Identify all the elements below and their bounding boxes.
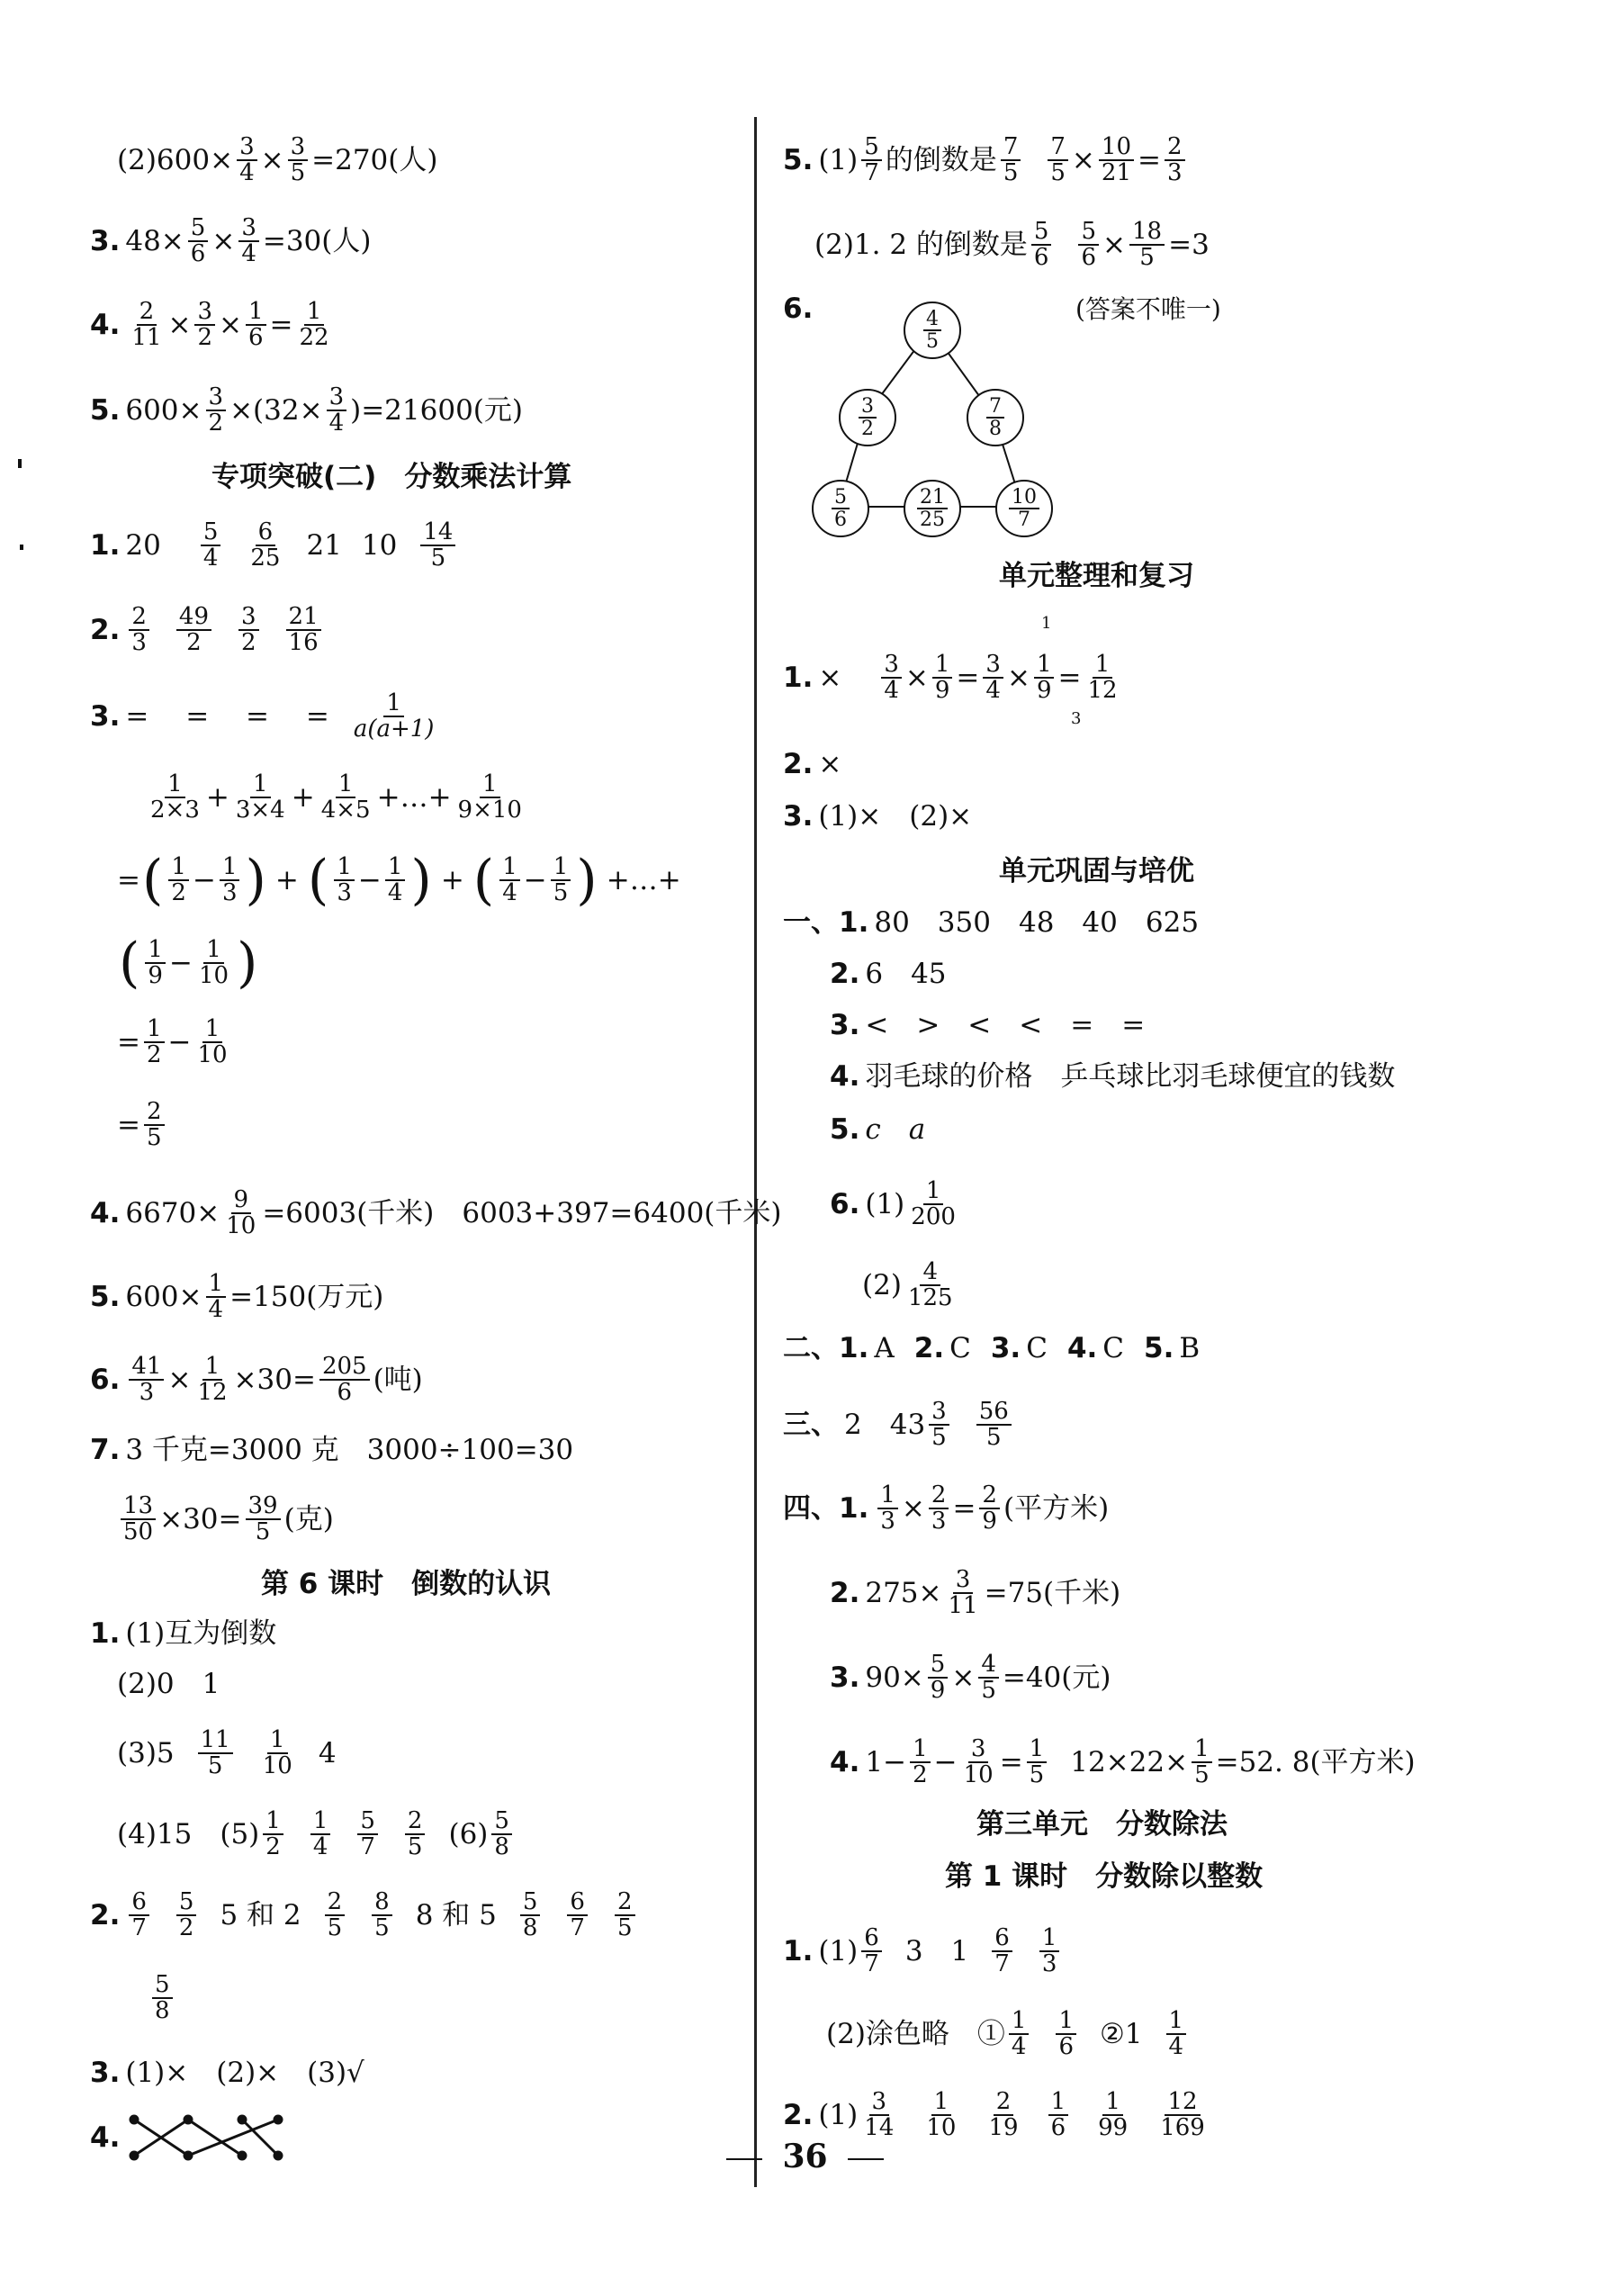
fraction: $\frac{1}{2}$ <box>144 1017 165 1068</box>
answer-line: 1. × $\frac{3}{4}$ × $\frac{1}{9}$ = $\frac{3}{4}$ × $\frac{1}{9}$ = $\frac{1}{12}$ <box>783 653 1124 704</box>
fraction: $\frac{1}{6}$ <box>1056 2009 1076 2060</box>
answer-line: (2)600× $\frac{3}{4}$ × $\frac{3}{5}$ =270(人) <box>117 133 438 187</box>
answer-line <box>783 1400 1015 1451</box>
text: 10 <box>361 528 398 562</box>
text: 20 <box>125 528 161 562</box>
fraction: $\frac{14}{5}$ <box>420 520 455 572</box>
text: (吨) <box>373 1363 423 1396</box>
answer-line <box>90 1436 573 1464</box>
question-number: 4. <box>830 1745 860 1778</box>
triangle-node-bottom-left: $\frac{5}{6}$ <box>812 480 869 537</box>
question-number: 4. <box>1066 1332 1098 1364</box>
fraction: $\frac{49}{2}$ <box>176 605 211 656</box>
text: 600× <box>125 393 202 427</box>
text: 3 千克=3000 克 3000÷100=30 <box>125 1434 574 1466</box>
question-number: 2. <box>90 1898 121 1931</box>
fraction: $\frac{8}{5}$ <box>372 1890 392 1941</box>
page-number-footer <box>0 2138 1610 2175</box>
text: 48× <box>125 224 184 257</box>
question-number: 2. <box>90 613 121 646</box>
fraction: $\frac{1}{99}$ <box>1098 2088 1129 2142</box>
fraction: $\frac{3}{4}$ <box>983 653 1003 704</box>
text: =40(元) <box>1002 1661 1111 1694</box>
question-number: 4. <box>830 1060 860 1093</box>
answer-line: = $\frac{1}{2}$ − $\frac{1}{10}$ <box>117 1017 234 1068</box>
fraction: $\frac{41}{3}$ <box>129 1355 164 1406</box>
text: (克) <box>283 1502 334 1535</box>
fraction: $\frac{1}{12}$ <box>197 1353 228 1407</box>
answer-line <box>830 1060 1396 1093</box>
triangle-node-mid-right: $\frac{7}{8}$ <box>967 389 1024 446</box>
answer-line <box>90 385 523 437</box>
text: =52. 8(平方米) <box>1215 1745 1416 1778</box>
fraction: $\frac{5}{6}$ <box>188 216 209 267</box>
small-note: 1 <box>1041 614 1052 633</box>
text: ×30= <box>159 1502 242 1535</box>
fraction: $\frac{2}{5}$ <box>615 1890 635 1941</box>
text: 4 <box>318 1736 337 1769</box>
text: (1)× (2)× <box>818 800 973 833</box>
fraction: $\frac{3}{10}$ <box>963 1735 994 1789</box>
answer-line <box>117 1809 516 1860</box>
text: B <box>1179 1332 1201 1364</box>
fraction: $\frac{9}{10}$ <box>226 1186 256 1240</box>
fraction: $\frac{56}{5}$ <box>976 1400 1012 1451</box>
answer-line: ( $\frac{1}{9}$ − $\frac{1}{10}$ ) <box>119 932 258 995</box>
fraction: $\frac{1}{10}$ <box>197 1015 228 1069</box>
text: C <box>1102 1332 1125 1364</box>
fraction: $\frac{3}{5}$ <box>288 135 309 186</box>
fraction: $\frac{5}{6}$ <box>1078 220 1099 271</box>
fraction: $\frac{1}{3}$ <box>1039 1926 1060 1977</box>
text: (1) <box>818 1934 859 1967</box>
question-number: 5. <box>90 1280 121 1313</box>
fraction: $\frac{5}{7}$ <box>861 135 882 186</box>
fraction: $\frac{1}{3}$ <box>220 855 240 906</box>
answer-line <box>783 2090 1211 2141</box>
text: (3)5 <box>117 1736 175 1769</box>
question-number: 1. <box>90 528 121 562</box>
fraction: $\frac{2}{3}$ <box>1165 135 1185 186</box>
question-number: 5. <box>783 143 814 176</box>
fraction: $\frac{5}{7}$ <box>357 1809 378 1860</box>
question-number: 3. <box>830 1009 860 1041</box>
fraction: $\frac{13}{50}$ <box>121 1494 156 1545</box>
fraction: $\frac{1}{2}$ <box>910 1737 931 1788</box>
fraction: $\frac{1}{4}$ <box>310 1809 331 1860</box>
text: 3 1 <box>904 1934 969 1967</box>
page-number: 36 <box>782 2138 828 2175</box>
triangle-node-mid-left: $\frac{3}{2}$ <box>839 389 896 446</box>
answer-line <box>90 1272 383 1323</box>
fraction: $\frac{3}{4}$ <box>327 385 347 437</box>
text: =270(人) <box>311 143 438 176</box>
fraction: $\frac{1}{22}$ <box>299 298 329 352</box>
fraction: $\frac{21}{16}$ <box>286 605 321 656</box>
answer-line: 4. $\frac{2}{11}$ × $\frac{3}{2}$ × $\frac{1}{6}$ = $\frac{1}{22}$ <box>90 300 336 351</box>
fraction: $\frac{3}{2}$ <box>194 300 215 351</box>
answer-line: $\frac{1}{2\times 3}$ + $\frac{1}{3\times 4}$ + $\frac{1}{4\times 5}$ +…+ $\frac{1}{9\times 10}$ <box>144 772 528 824</box>
text: C <box>949 1332 971 1364</box>
fraction: $\frac{1}{9\times 10}$ <box>457 770 522 824</box>
fraction: $\frac{3}{11}$ <box>948 1566 978 1620</box>
fraction: $\frac{1}{3}$ <box>334 855 355 906</box>
fraction: $\frac{7}{5}$ <box>1048 135 1068 186</box>
question-number: 3. <box>830 1661 860 1694</box>
answer-line <box>830 1568 1120 1619</box>
fraction: $\frac{1}{10}$ <box>926 2088 957 2142</box>
fraction: $\frac{3}{2}$ <box>238 605 259 656</box>
fraction: $\frac{2}{19}$ <box>988 2088 1019 2142</box>
text: =150(万元) <box>229 1280 384 1313</box>
answer-line <box>90 691 440 743</box>
fraction: $\frac{6}{7}$ <box>567 1890 588 1941</box>
margin-mark <box>18 459 22 468</box>
text: 8 和 5 <box>415 1898 497 1931</box>
fraction: $\frac{5}{4}$ <box>201 520 221 572</box>
section-title: 第 1 课时 分数除以整数 <box>945 1860 1264 1893</box>
text: (2)0 1 <box>117 1668 220 1700</box>
fraction: $\frac{4}{5}$ <box>978 1652 999 1704</box>
text: 的倒数是 <box>885 143 997 176</box>
question-number: 四、1. <box>783 1491 869 1525</box>
fraction: $\frac{5}{8}$ <box>491 1809 512 1860</box>
text: C <box>1026 1332 1048 1364</box>
answer-line <box>783 1926 1063 1977</box>
fraction: $\frac{1}{4\times 5}$ <box>320 770 371 824</box>
text: (1) <box>818 143 859 176</box>
answer-line <box>783 800 973 833</box>
fraction: $\frac{11}{5}$ <box>198 1728 233 1779</box>
question-number: 3. <box>783 800 814 833</box>
text: )=21600(元) <box>350 393 523 427</box>
text: (6) <box>448 1817 489 1850</box>
fraction: $\frac{2}{5}$ <box>144 1100 165 1151</box>
question-number: 2. <box>830 958 860 990</box>
question-number: 4. <box>90 2120 121 2154</box>
answer-line <box>783 1332 1201 1364</box>
text: 80 350 48 40 625 <box>874 906 1200 939</box>
answer-line <box>117 1728 337 1779</box>
text: =6003(千米) 6003+397=6400(千米) <box>262 1196 782 1229</box>
fraction: $\frac{2}{5}$ <box>405 1809 426 1860</box>
fraction: $\frac{2}{9}$ <box>979 1483 1000 1535</box>
question-number: 3. <box>90 224 121 257</box>
question-number: 1. <box>783 661 814 694</box>
text: (2) <box>862 1268 902 1301</box>
section-title: 专项突破(二) 分数乘法计算 <box>211 461 572 493</box>
fraction: $\frac{3}{4}$ <box>238 216 259 267</box>
fraction: $\frac{1}{6}$ <box>246 300 266 351</box>
text: ×(32× <box>229 393 323 427</box>
answer-line <box>90 2059 364 2087</box>
question-number: 5. <box>830 1113 860 1146</box>
answer-line <box>830 960 947 988</box>
fraction: $\frac{6}{7}$ <box>861 1926 882 1977</box>
answer-line <box>90 1617 277 1650</box>
text: c a <box>865 1113 926 1146</box>
text: (1) <box>818 2098 859 2131</box>
text: A <box>874 1332 895 1364</box>
question-number: 2. <box>783 2098 814 2131</box>
fraction: $\frac{1}{9}$ <box>932 653 953 704</box>
fraction: $\frac{1}{4}$ <box>385 855 406 906</box>
question-number: 2. <box>783 748 814 780</box>
answer-line <box>783 295 818 323</box>
answer-line <box>90 1188 781 1239</box>
question-number: 6. <box>783 293 814 325</box>
text: 6670× <box>125 1196 220 1229</box>
answer-line: 四、1. $\frac{1}{3}$ × $\frac{2}{3}$ = $\frac{2}{9}$ (平方米) <box>783 1481 1110 1535</box>
answer-line <box>830 1009 1146 1041</box>
triangle-node-top: $\frac{4}{5}$ <box>904 302 961 359</box>
question-number: 1. <box>783 1934 814 1967</box>
question-number: 一、1. <box>783 906 869 939</box>
fraction: $\frac{1}{9}$ <box>1034 653 1055 704</box>
text: 1− <box>865 1745 907 1778</box>
question-number: 6. <box>90 1363 121 1396</box>
fraction: $\frac{3}{4}$ <box>881 653 902 704</box>
fraction: $\frac{7}{5}$ <box>1001 135 1021 186</box>
text: (1) <box>865 1187 905 1220</box>
fraction: $\frac{6}{7}$ <box>992 1926 1012 1977</box>
answer-line <box>826 2009 1190 2060</box>
text: < > < < = = <box>865 1009 1146 1041</box>
answer-line <box>90 520 459 572</box>
question-number: 4. <box>90 308 121 341</box>
fraction: $\frac{4}{125}$ <box>907 1258 953 1312</box>
fraction: $\frac{39}{5}$ <box>246 1494 281 1545</box>
fraction: $\frac{2}{5}$ <box>325 1890 346 1941</box>
question-number: 5. <box>90 393 121 427</box>
fraction: $\frac{1}{5}$ <box>1192 1737 1212 1788</box>
small-note: 3 <box>1071 709 1082 728</box>
answer-line <box>830 1113 926 1146</box>
fraction: $\frac{1}{3\times 4}$ <box>235 770 285 824</box>
answer-line: 3. 90× $\frac{5}{9}$ × $\frac{4}{5}$ =40(元) <box>830 1651 1111 1705</box>
question-number: 7. <box>90 1434 121 1466</box>
section-title: 单元整理和复习 <box>999 560 1194 592</box>
fraction: $\frac{1}{10}$ <box>262 1726 292 1780</box>
answer-line <box>117 1494 334 1545</box>
answer-line <box>783 748 842 780</box>
question-number: 4. <box>90 1196 121 1229</box>
text: 2 43 <box>844 1408 926 1441</box>
fraction: $\frac{5}{2}$ <box>176 1890 197 1941</box>
answer-line <box>783 906 1200 939</box>
question-number: 3. <box>90 2057 121 2089</box>
fraction: $\frac{5}{6}$ <box>1031 220 1052 271</box>
fraction: $\frac{1}{6}$ <box>1048 2090 1069 2141</box>
text: (1)× (2)× (3)√ <box>125 2057 364 2089</box>
text: (2)1. 2 的倒数是 <box>814 228 1028 261</box>
answer-line: 4. 1− $\frac{1}{2}$ − $\frac{3}{10}$ = $\frac{1}{5}$ 12×22× $\frac{1}{5}$ =52. 8(平方米) <box>830 1735 1416 1789</box>
answer-line: = $\frac{2}{5}$ <box>117 1100 168 1151</box>
text: 90× <box>865 1661 924 1694</box>
section-title: 第三单元 分数除法 <box>976 1808 1228 1841</box>
answer-line <box>90 605 325 656</box>
answer-line: 6. $\frac{41}{3}$ × $\frac{1}{12}$ ×30= $\frac{205}{6}$ (吨) <box>90 1353 423 1407</box>
text: (2)涂色略 ① <box>826 2017 1005 2050</box>
text: ②1 <box>1100 2017 1143 2050</box>
fraction: $\frac{5}{8}$ <box>520 1890 541 1941</box>
fraction: $\frac{2}{3}$ <box>929 1483 949 1535</box>
question-number: 三、 <box>783 1408 839 1441</box>
triangle-node-bottom-right: $\frac{10}{7}$ <box>995 480 1053 537</box>
question-number: 3. <box>90 699 121 733</box>
answer-line: = ( $\frac{1}{2}$ − $\frac{1}{3}$ ) + ( $\frac{1}{3}$ − $\frac{1}{4}$ ) + ( $\frac{1}{4}$ − $\frac{1}{5}$ ) +…+ <box>117 849 681 912</box>
text: (平方米) <box>1003 1491 1110 1525</box>
note: (答案不唯一) <box>1075 294 1221 324</box>
section-title: 单元巩固与培优 <box>999 855 1194 887</box>
fraction: $\frac{18}{5}$ <box>1129 220 1165 271</box>
question-number: 2. <box>913 1332 945 1364</box>
question-number: 3. <box>990 1332 1021 1364</box>
fraction: $\frac{5}{9}$ <box>928 1652 949 1704</box>
text: 600× <box>125 1280 202 1313</box>
fraction: $\frac{1}{4}$ <box>1009 2009 1030 2060</box>
fraction: $\frac{1}{5}$ <box>551 855 571 906</box>
answer-line <box>90 1890 639 1941</box>
text: 275× <box>865 1576 942 1609</box>
text: =30(人) <box>262 224 372 257</box>
question-number: 5. <box>1144 1332 1174 1364</box>
question-number: 1. <box>90 1617 121 1650</box>
text: =75(千米) <box>984 1576 1121 1609</box>
text: × <box>818 748 842 780</box>
fraction: $\frac{1}{a(a+1)}$ <box>353 689 435 743</box>
text: (2)600× <box>117 143 234 176</box>
triangle-node-bottom-middle: $\frac{21}{25}$ <box>904 480 961 537</box>
fraction: $\frac{1}{10}$ <box>198 935 229 989</box>
fraction: $\frac{3}{14}$ <box>864 2088 895 2142</box>
answer-line: 3. 48× $\frac{5}{6}$ × $\frac{3}{4}$ =30(人) <box>90 214 372 268</box>
fraction: $\frac{1}{2}$ <box>168 855 189 906</box>
fraction: $\frac{1}{3}$ <box>877 1483 898 1535</box>
fraction: $\frac{5}{8}$ <box>152 1973 173 2024</box>
text: 12×22× <box>1070 1745 1189 1778</box>
fraction: $\frac{2}{3}$ <box>129 605 149 656</box>
text: = = = = <box>125 699 329 733</box>
text: × <box>818 661 842 694</box>
question-number: 二、1. <box>783 1332 869 1364</box>
text: 21 <box>306 528 342 562</box>
section-title: 第 6 课时 倒数的认识 <box>261 1568 552 1600</box>
fraction: $\frac{205}{6}$ <box>319 1355 370 1406</box>
text: (1)互为倒数 <box>125 1617 277 1650</box>
answer-line <box>148 1973 176 2024</box>
text: 5 和 2 <box>220 1898 301 1931</box>
fraction: $\frac{6}{7}$ <box>129 1890 149 1941</box>
text: 羽毛球的价格 乒乓球比羽毛球便宜的钱数 <box>865 1060 1396 1093</box>
answer-line <box>862 1260 959 1311</box>
fraction: $\frac{1}{2\times 3}$ <box>150 770 200 824</box>
answer-line <box>830 1179 962 1230</box>
fraction: $\frac{12}{169}$ <box>1160 2088 1205 2142</box>
fraction: $\frac{2}{11}$ <box>131 298 162 352</box>
fraction: $\frac{3}{4}$ <box>237 135 257 186</box>
answer-line: (2)1. 2 的倒数是 $\frac{5}{6}$ $\frac{5}{6}$ × $\frac{18}{5}$ =3 <box>814 218 1210 272</box>
fraction: $\frac{10}{21}$ <box>1099 135 1134 186</box>
fraction: $\frac{1}{5}$ <box>1027 1737 1048 1788</box>
fraction: $\frac{3}{5}$ <box>929 1400 949 1451</box>
text: 6 45 <box>865 958 947 990</box>
fraction: $\frac{1}{4}$ <box>206 1272 227 1323</box>
fraction: $\frac{1}{2}$ <box>263 1809 283 1860</box>
column-divider <box>754 117 757 2187</box>
answer-line <box>117 1670 220 1698</box>
fraction: $\frac{1}{4}$ <box>499 855 520 906</box>
answer-line: 5. (1) $\frac{5}{7}$ 的倒数是 $\frac{7}{5}$ $\frac{7}{5}$ × $\frac{10}{21}$ = $\frac{2}{3}$ <box>783 135 1189 186</box>
fraction: $\frac{1}{4}$ <box>1166 2009 1187 2060</box>
text: (4)15 (5) <box>117 1817 260 1850</box>
question-number: 2. <box>830 1576 860 1609</box>
fraction: $\frac{1}{12}$ <box>1087 651 1118 705</box>
fraction: $\frac{1}{9}$ <box>145 938 166 989</box>
fraction: $\frac{6}{25}$ <box>250 518 281 572</box>
fraction: $\frac{1}{200}$ <box>911 1177 956 1231</box>
question-number: 6. <box>830 1187 860 1220</box>
fraction: $\frac{3}{2}$ <box>206 385 227 437</box>
margin-mark <box>20 545 23 550</box>
